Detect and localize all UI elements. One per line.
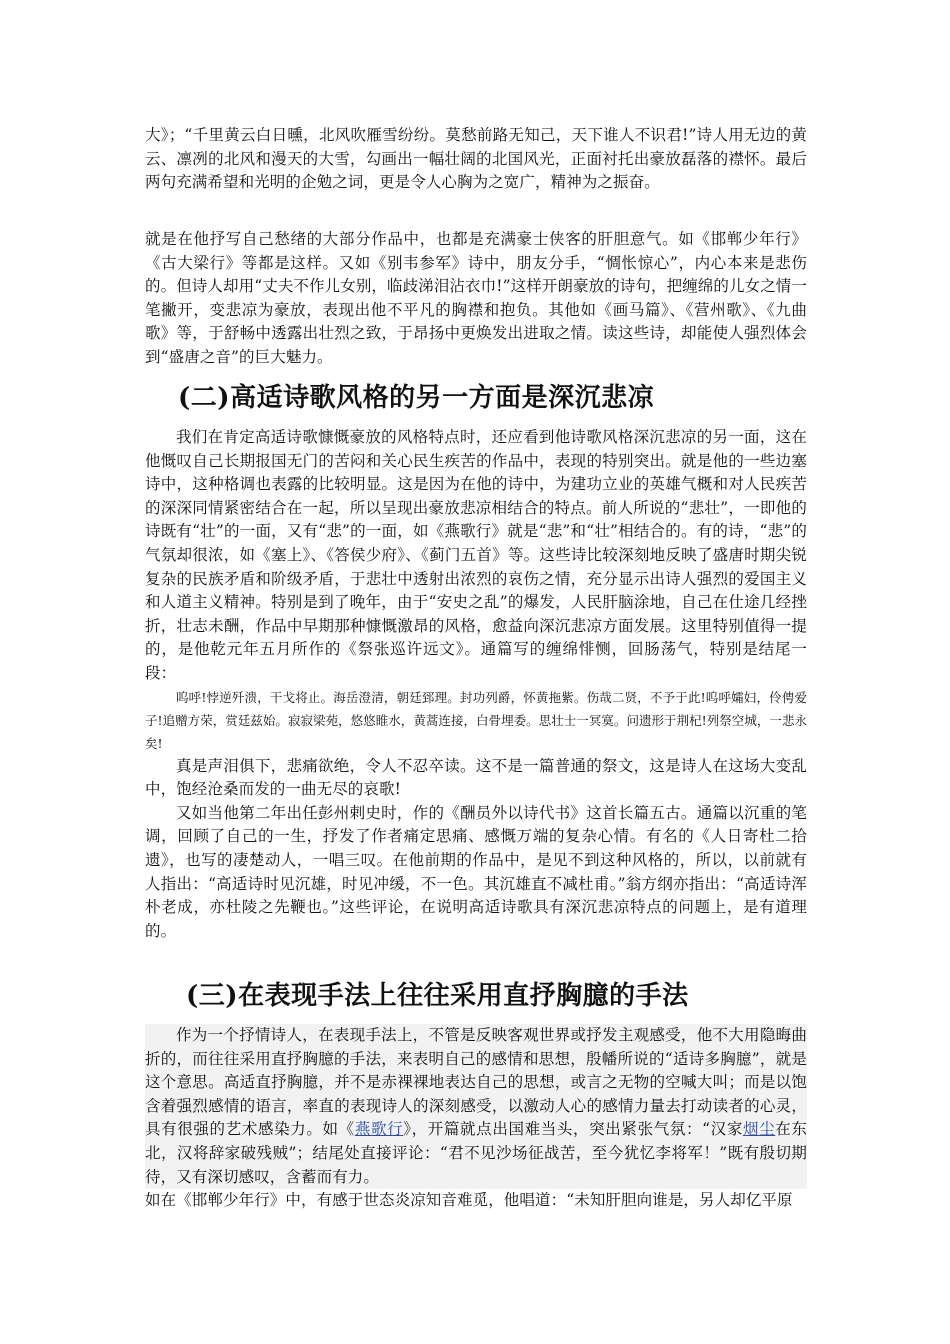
section3-body-block	[145, 1024, 807, 1213]
section2-paragraph-c: 又如当他第二年出任彭州剌史时，作的《酬员外以诗代书》这首长篇五古。通篇以沉重的笔调，回顾了自己的一生，抒发了作者痛定思痛、感慨万端的复杂心情。有名的《人日寄杜二拾遗》，也写的凄楚动人，一唱三叹。在他前期的作品中，是见不到这种风格的，所以，以前就有人指出：“高适诗时见沉雄，时见冲缓，不一色。其沉雄直不减杜甫。”翁方纲亦指出：“高适诗浑朴老成，亦杜陵之先鞭也。”这些评论，在说明高适诗歌具有深沉悲凉特点的问题上，是有道理的。	[145, 803, 807, 940]
section2-paragraph-b: 真是声泪俱下，悲痛欲绝，令人不忍卒读。这不是一篇普通的祭文，这是诗人在这场大变乱中，饱经沧桑而发的一曲无尽的哀歌!	[145, 756, 807, 799]
section1-paragraph-b-block	[145, 228, 807, 370]
section3-paragraph-d: 如在《邯郸少年行》中，有感于世态炎凉知音难觅，他唱道：“未知肝胆向谁是，另人却亿平原	[145, 1191, 793, 1210]
link-yan-ge-xing[interactable]: 燕歌行	[354, 1120, 404, 1139]
section1-paragraph-a-block	[145, 124, 807, 195]
section2-paragraph-a: 我们在肯定高适诗歌慷慨豪放的风格特点时，还应看到他诗歌风格深沉悲凉的另一面，这在他慨叹自己长期报国无门的苦闷和关心民生疾苦的作品中，表现的特别突出。就是他的一些边塞诗中，这种格调也表露的比较明显。这是因为在他的诗中，为建功立业的英雄气概和对人民疾苦的深深同情紧密结合在一起，所以呈现出豪放悲凉相结合的特点。前人所说的“悲壮”，一即他的诗既有“壮”的一面，又有“悲”的一面，如《燕歌行》就是“悲”和“壮”相结合的。有的诗，“悲”的气氛却很浓，如《塞上》、《答侯少府》、《蓟门五首》等。这些诗比较深刻地反映了盛唐时期尖锐复杂的民族矛盾和阶级矛盾，于悲壮中透射出浓烈的哀伤之情，充分显示出诗人强烈的爱国主义和人道主义精神。特别是到了晚年，由于“安史之乱”的爆发，人民肝脑涂地，自己在仕途几经挫折，壮志未酬，作品中早期那种慷慨激昂的风格，愈益向深沉悲凉方面发展。这里特别值得一提的，是他乾元年五月所作的《祭张巡许远文》。通篇写的缠绵悱恻，回肠荡气，特别是结尾一段：	[145, 428, 807, 682]
section2-heading: (二)高适诗歌风格的另一方面是深沉悲凉	[178, 383, 655, 413]
section2-quote: 呜呼!悖逆歼溃，干戈将止。海岳澄清，朝廷郅理。封功列爵，怀黄拖紫。伤哉二贤，不予于此!呜呼孀妇，伶俜爱子!追赠方荣，赏廷兹始。寂寂梁苑，悠悠睢水，黄蒿连接，白骨埋委。思壮士一冥寞。问遗形于荆杞!列祭空城，一悲永矣!	[145, 689, 807, 751]
section2-body-block	[145, 426, 807, 943]
section1-paragraph-a: 大》；“千里黄云白日曛，北风吹雁雪纷纷。莫愁前路无知己，天下谁人不识君!”诗人用无边的黄云、凛冽的北风和漫天的大雪，勾画出一幅壮阔的北国风光，正面衬托出豪放磊落的襟怀。最后两句充满希望和光明的企勉之词，更是令人心胸为之宽广，精神为之振奋。	[145, 126, 807, 192]
section3-paragraph-c-text: 在东北，汉将辞家破残贼”；结尾处直接评论：“君不见沙场征战苦，至今犹忆李将军！”既有殷切期待，又有深切感叹，含蓄而有力。	[145, 1120, 807, 1186]
section3-paragraph-a-text: 作为一个抒情诗人，在表现手法上，不管是反映客观世界或抒发主观感受，他不大用隐晦曲折的，而往往采用直抒胸臆的手法，来表明自己的感情和思想，殷幡所说的“适诗多胸臆”，就是这个意思。高适直抒胸臆，并不是赤裸裸地表达自己的思想，或言之无物的空喊大叫；而是以饱含着强烈感情的语言，率直的表现诗人的深刻感受，以激动人心的感情力量去打动读者的心灵，具有很强的艺术感染力。如《	[145, 1026, 807, 1139]
section3-heading: (三)在表现手法上往往采用直抒胸臆的手法	[186, 981, 689, 1011]
section3-paragraph-b-text: 》，开篇就点出国难当头，突出紧张气氛：“汉家	[403, 1120, 743, 1139]
section1-paragraph-b: 就是在他抒写自己愁绪的大部分作品中，也都是充满豪士侠客的肝胆意气。如《邯郸少年行》《古大梁行》等都是这样。又如《别韦参军》诗中，朋友分手，“惆怅惊心”，内心本来是悲伤的。但诗人却用“丈夫不作儿女别，临歧涕泪沾衣巾!”这样开朗豪放的诗句，把缠绵的儿女之情一笔撇开，变悲凉为豪放，表现出他不平凡的胸襟和抱负。其他如《画马篇》、《营州歌》、《九曲歌》等，于舒畅中透露出壮烈之致，于昂扬中更焕发出进取之情。读这些诗，却能使人强烈体会到“盛唐之音”的巨大魅力。	[145, 230, 807, 366]
section3-paragraph-a	[145, 1024, 807, 1189]
link-yan-chen[interactable]: 烟尘	[742, 1120, 776, 1139]
